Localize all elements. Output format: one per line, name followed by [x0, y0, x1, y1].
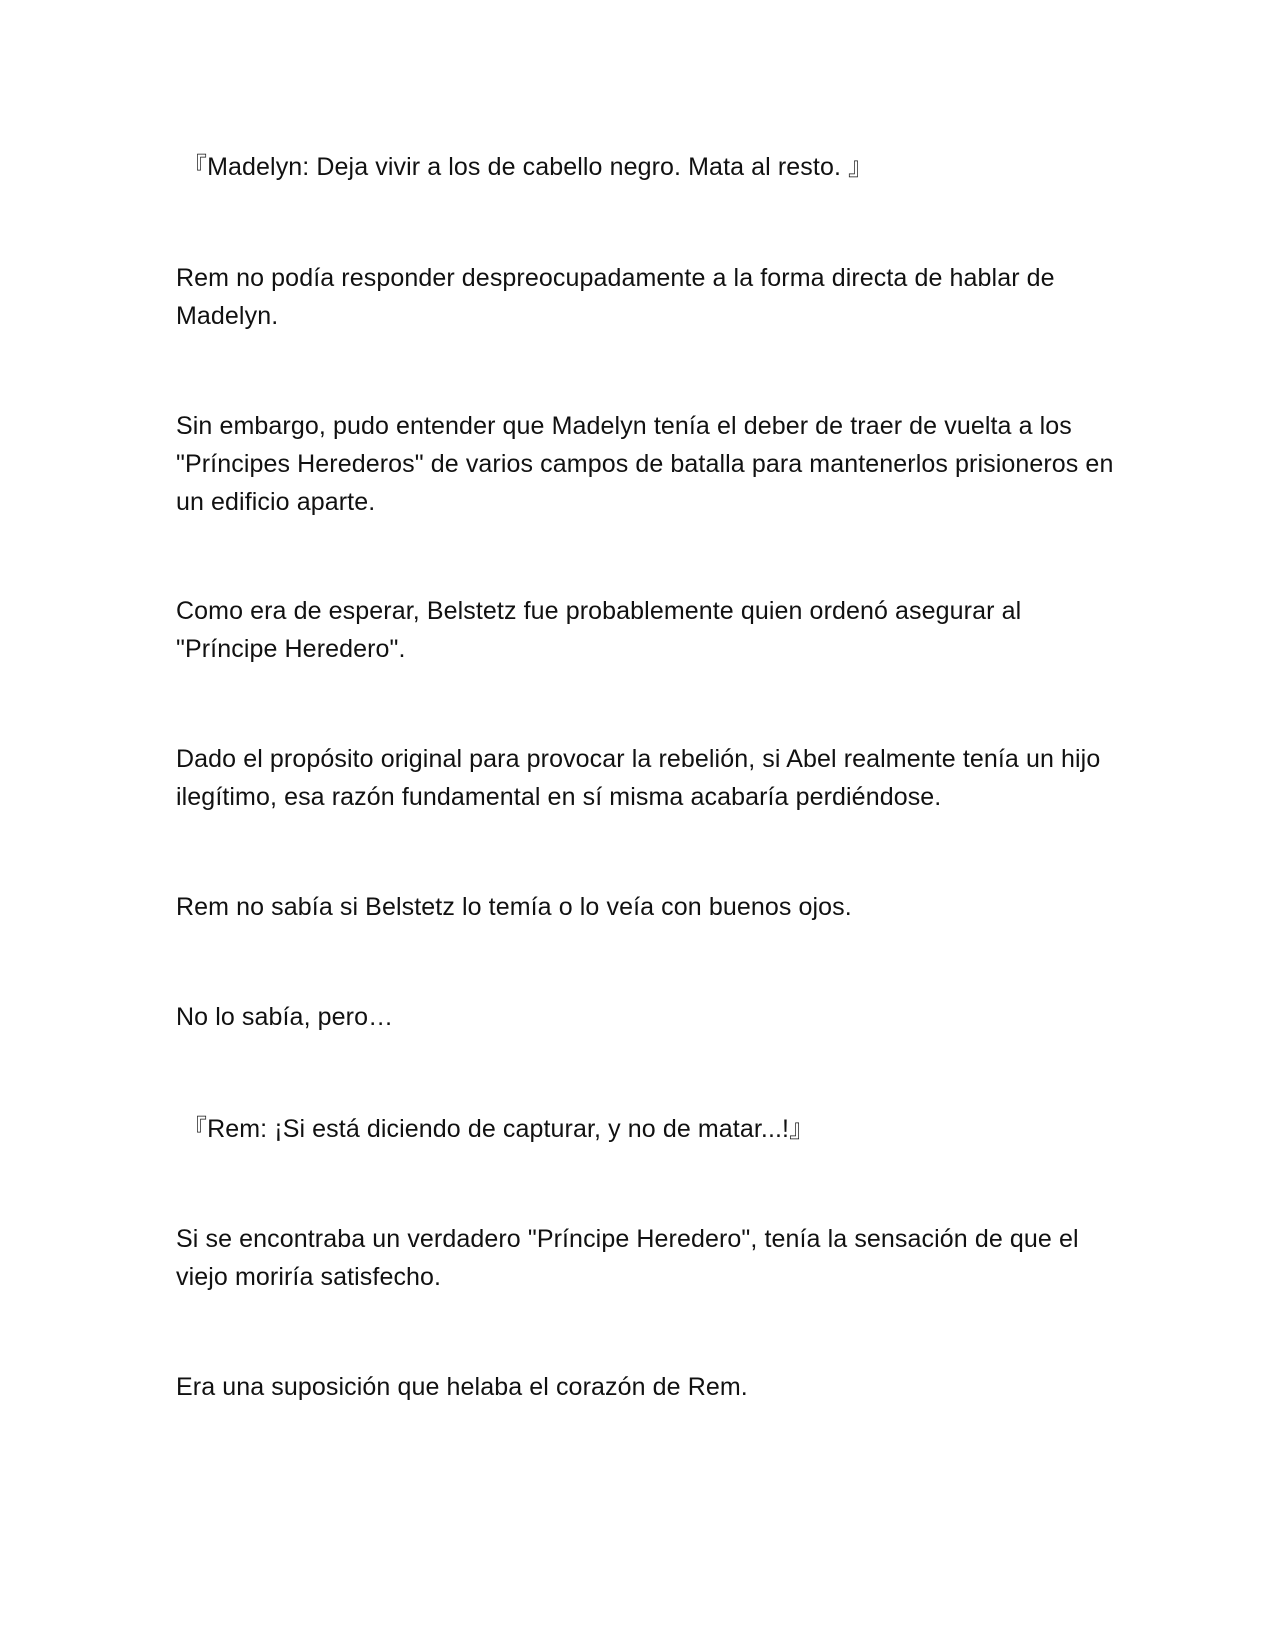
paragraph-2: Sin embargo, pudo entender que Madelyn tenía el deber de traer de vuelta a los "Príncipes Herederos" de varios campos de batalla para mantenerlos prisioneros en un edificio aparte.: [176, 412, 1114, 516]
paragraph-5: Rem no sabía si Belstetz lo temía o lo veía con buenos ojos.: [176, 893, 852, 921]
dialogue-rem: 『Rem: ¡Si está diciendo de capturar, y no de matar...!』: [182, 1115, 815, 1143]
paragraph-3: Como era de esperar, Belstetz fue probablemente quien ordenó asegurar al "Príncipe Heredero".: [176, 597, 1022, 663]
paragraph-1: Rem no podía responder despreocupadamente a la forma directa de hablar de Madelyn.: [176, 264, 1055, 330]
dialogue-madelyn: 『Madelyn: Deja vivir a los de cabello negro. Mata al resto. 』: [182, 153, 874, 181]
paragraph-6: No lo sabía, pero…: [176, 1003, 394, 1031]
paragraph-4: Dado el propósito original para provocar la rebelión, si Abel realmente tenía un hijo ilegítimo, esa razón fundamental en sí misma acabaría perdiéndose.: [176, 745, 1101, 811]
paragraph-8: Si se encontraba un verdadero "Príncipe Heredero", tenía la sensación de que el viejo moriría satisfecho.: [176, 1225, 1079, 1291]
paragraph-9: Era una suposición que helaba el corazón de Rem.: [176, 1373, 748, 1401]
